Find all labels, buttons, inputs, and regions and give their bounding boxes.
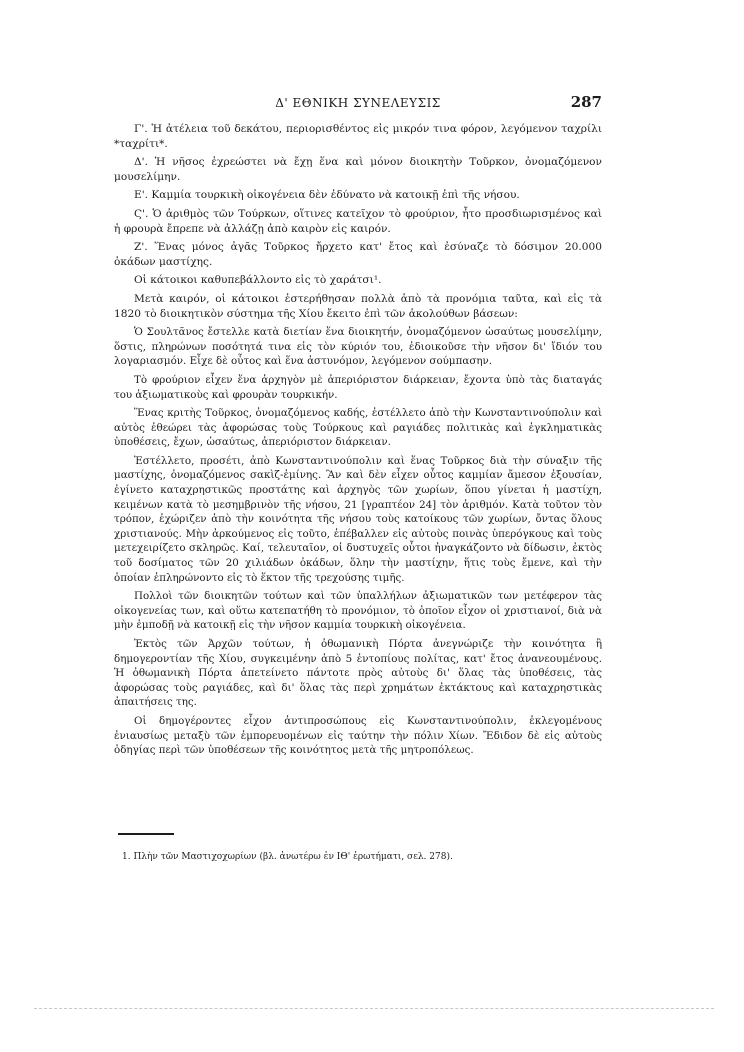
running-title: Δ' ΕΘΝΙΚΗ ΣΥΝΕΛΕΥΣΙΣ — [275, 96, 441, 110]
footnote: 1. Πλὴν τῶν Μαστιχοχωρίων (βλ. ἀνωτέρω ἐν ΙΘ' ἐρωτήματι, σελ. 278). — [122, 852, 453, 862]
quote-paragraph-sultan: Ὁ Σουλτᾶνος ἔστελλε κατὰ διετίαν ἕνα διοικητήν, ὀνομαζόμενον ὡσαύτως μουσελίμην, ὅστις, πληρώνων ποσότητά τινα εἰς τὸν κύριόν του, ἐδιοικοῦσε τὴν νῆσον δι' ἴδιόν του λογαριασμόν. Εἶχε δὲ οὗτος καὶ ἕνα ἀστυνόμον, λεγόμενον σούμπασην. — [114, 326, 602, 368]
paragraph-epsilon: Ε'. Καμμία τουρκικὴ οἰκογένεια δὲν ἐδύνατο νὰ κατοικῇ ἐπὶ τῆς νήσου. — [134, 189, 520, 202]
paragraph-delta: Δ'. Ἡ νῆσος ἐχρεώστει νὰ ἔχῃ ἕνα καὶ μόνον διοικητὴν Τοῦρκον, ὀνομαζόμενον μουσελίμην. — [114, 156, 602, 183]
quote-paragraph-demogerontia: Ἐκτὸς τῶν Ἀρχῶν τούτων, ἡ ὀθωμανικὴ Πόρτα ἀνεγνώριζε τὴν κοινότητα ἢ δημογεροντίαν τῆς Χίου, συγκειμένην ἀπὸ 5 ἐντοπίους πολίτας, κατ' ἔτος ἀνανεουμένους. Ἡ ὀθωμανικὴ Πόρτα ἀπετείνετο πάντοτε πρὸς αὐτοὺς δι' ὅλας τὰς ὑποθέσεις, τὰς ἀφορώσας τοὺς ραγιάδες, καὶ δι' ὅλας τὰς περὶ χρημάτων ἐκτάκτους καὶ καταχρηστικὰς ἀπαιτήσεις της. — [114, 638, 602, 709]
scan-edge-artifact — [34, 1008, 714, 1010]
paragraph-stigma: Ϛ'. Ὁ ἀριθμὸς τῶν Τούρκων, οἵτινες κατεῖχον τὸ φρούριον, ἦτο προσδιωρισμένος καὶ ἡ φρουρὰ ἔπρεπε νὰ ἀλλάζῃ ἀπὸ καιρὸν εἰς καιρόν. — [114, 207, 602, 235]
paragraph-intro-1820: Μετὰ καιρόν, οἱ κάτοικοι ἐστερήθησαν πολλὰ ἀπὸ τὰ προνόμια ταῦτα, καὶ εἰς τὰ 1820 τὸ διοικητικὸν σύστημα τῆς Χίου ἔκειτο ἐπὶ τῶν ἀκολούθων βάσεων: — [114, 292, 602, 320]
quote-paragraph-families: Πολλοὶ τῶν διοικητῶν τούτων καὶ τῶν ὑπαλλήλων ἀξιωματικῶν των μετέφερον τὰς οἰκογενείας των, καὶ οὕτω κατεπατήθη τὸ προνόμιον, τὸ ὁποῖον εἶχον οἱ χριστιανοί, διὰ νὰ μὴν ἐμποδῇ νὰ κατοικῇ εἰς τὴν νῆσον καμμία τουρκικὴ οἰκογένεια. — [114, 590, 602, 632]
paragraph-gamma: Γ'. Ἡ ἀτέλεια τοῦ δεκάτου, περιορισθέντος εἰς μικρόν τινα φόρον, λεγόμενον ταχρίλι *ταχρίτι*. — [114, 123, 602, 150]
paragraph-zeta: Ζ'. Ἕνας μόνος ἀγᾶς Τοῦρκος ἤρχετο κατ' ἔτος καὶ ἐσύναζε τὸ δόσιμον 20.000 ὀκάδων μαστίχης. — [114, 241, 602, 268]
quote-paragraph-representatives: Οἱ δημογέροντες εἶχον ἀντιπροσώπους εἰς Κωνσταντινούπολιν, ἐκλεγομένους ἐνιαυσίως μεταξὺ τῶν ἐμπορευομένων εἰς ταύτην τὴν πόλιν Χίων. Ἔδιδον δὲ εἰς αὐτοὺς ὁδηγίας περὶ τῶν ὑποθέσεων τῆς κοινότητος μετὰ τῆς μητροπόλεως. — [114, 714, 602, 757]
footnote-rule — [118, 833, 174, 835]
page-number: 287 — [570, 93, 602, 111]
quote-paragraph-mastic-collector: Ἐστέλλετο, προσέτι, ἀπὸ Κωνσταντινούπολιν καὶ ἕνας Τοῦρκος διὰ τὴν σύναξιν τῆς μαστίχης, ὀνομαζόμενος σακὶζ-ἐμίνης. Ἂν καὶ δὲν εἶχεν οὗτος καμμίαν ἄμεσον ἐξουσίαν, ἐγίνετο καταχρηστικῶς προστάτης καὶ ἀρχηγὸς τῶν χωρίων, ὅπου γίνεται ἡ μαστίχη, κειμένων κατὰ τὸ μεσημβρινὸν τῆς νήσου, 21 [γραπτέον 24] τὸν ἀριθμόν. Κατὰ τοῦτον τὸν τρόπον, ἐχώριζεν ἀπὸ τὴν κοινότητα τῆς νήσου τοὺς κατοίκους τῶν χωρίων, ὄντας ὅλους χριστιανούς. Μὴν ἀρκούμενος εἰς τοῦτο, ἐπέβαλλεν εἰς αὐτοὺς ποινὰς ὑπερόγκους καὶ τοὺς μετεχειρίζετο σκληρῶς. Καί, τελευταῖον, οἱ δυστυχεῖς οὗτοι ἠναγκάζοντο νὰ δίδωσιν, ἐκτὸς τοῦ δοσίματος τῶν 20 χιλιάδων ὀκάδων, ὅλην τὴν μαστίχην, ἥτις τοὺς ἔμενε, καὶ τὴν ὁποίαν ἐπληρώνοντο εἰς τὸ ἕκτον τῆς τρεχούσης τιμῆς. — [114, 454, 602, 584]
quote-paragraph-kadi: Ἕνας κριτὴς Τοῦρκος, ὀνομαζόμενος καδής, ἐστέλλετο ἀπὸ τὴν Κωνσταντινούπολιν καὶ αὐτὸς ἐθεώρει τὰς ἀφορώσας τοὺς Τούρκους καὶ ραγιάδες πολιτικὰς καὶ ἐγκληματικὰς ὑποθέσεις, ἔχων, ὡσαύτως, ἀπεριόριστον διάρκειαν. — [114, 407, 602, 449]
page-text — [114, 122, 602, 762]
quote-paragraph-fortress: Τὸ φρούριον εἶχεν ἕνα ἀρχηγὸν μὲ ἀπεριόριστον διάρκειαν, ἔχοντα ὑπὸ τὰς διαταγάς του ἀξιωματικοὺς καὶ φρουρὰν τουρκικήν. — [114, 373, 602, 401]
paragraph-haratsi: Οἱ κάτοικοι καθυπεβάλλοντο εἰς τὸ χαράτσι¹. — [134, 274, 382, 287]
